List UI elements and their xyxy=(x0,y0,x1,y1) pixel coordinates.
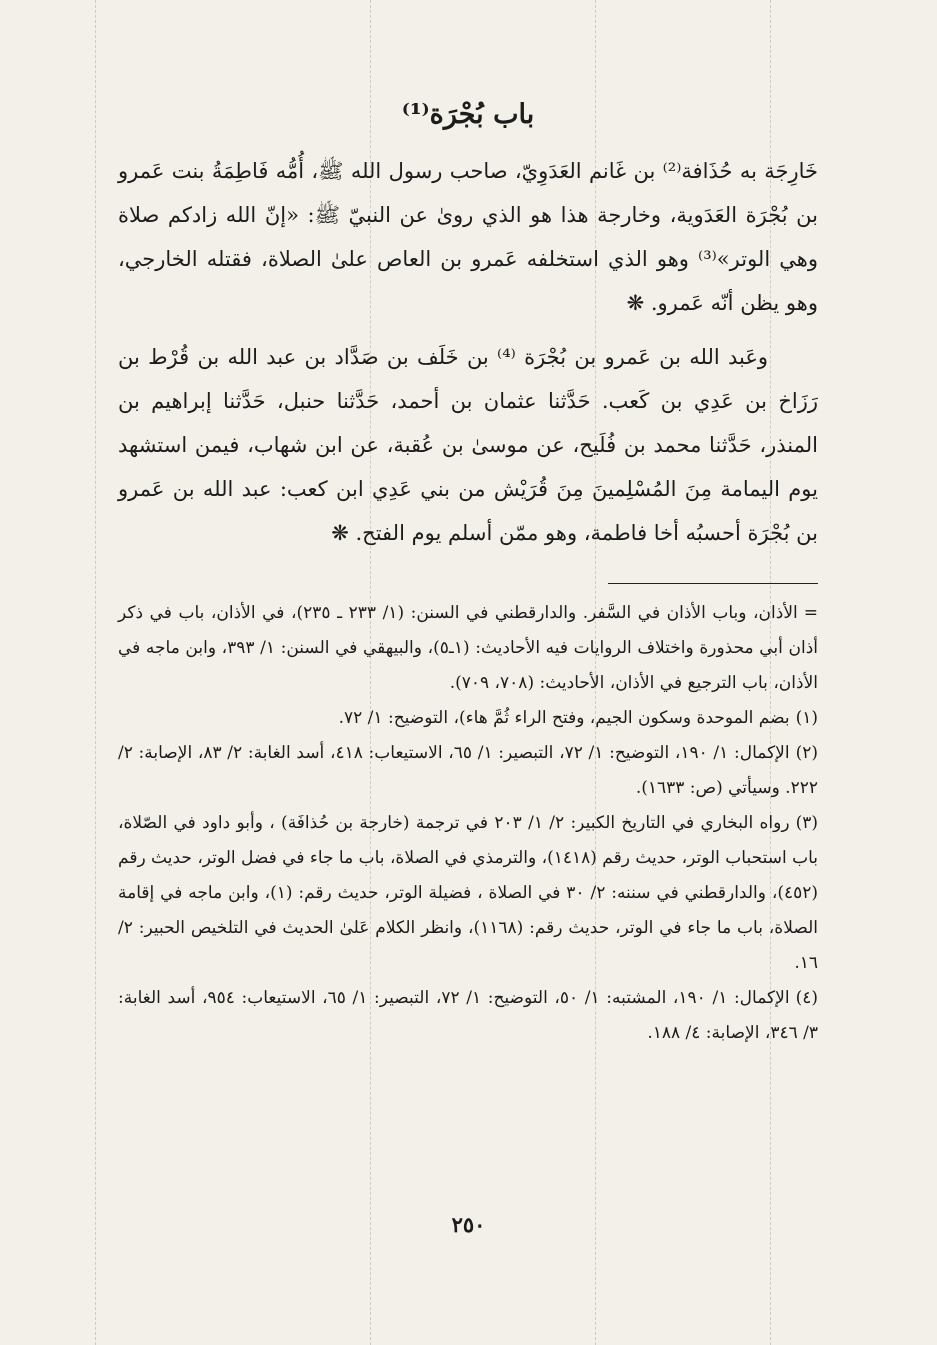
footnote-4 xyxy=(118,981,818,1051)
footnote-text: الإكمال: ١/ ١٩٠، التوضيح: ١/ ٧٢، التبصير: ١/ ٦٥، الاستيعاب: ٤١٨، أسد الغابة: ٢/ ٨٣، الإصابة: ٢/ ٢٢٢. وسيأتي (ص: ١٦٣٣). xyxy=(118,743,818,798)
page-content xyxy=(118,95,818,1051)
footnote-separator xyxy=(608,583,818,584)
footnote-2 xyxy=(118,736,818,806)
footnote-number: = xyxy=(803,603,818,623)
footnote-text: رواه البخاري في التاريخ الكبير: ٢/ ١/ ٢٠٣ في ترجمة (خارجة بن حُذافَة) ، وأبو داود في الصّلاة، باب استحباب الوتر، حديث رقم (١٤١٨)، والترمذي في الصلاة، باب ما جاء في فضل الوتر، حديث رقم (٤٥٢)، والدارقطني في سننه: ٢/ ٣٠ في الصلاة ، فضيلة الوتر، حديث رقم: (١)، وابن ماجه في إقامة الصلاة، باب ما جاء في الوتر، حديث رقم: (١١٦٨)، وانظر الكلام عَلىٰ الحديث في التلخيص الحبير: ٢/ ١٦. xyxy=(118,813,819,973)
footnote-text: الإكمال: ١/ ١٩٠، المشتبه: ١/ ٥٠، التوضيح: ١/ ٧٢، التبصير: ١/ ٦٥، الاستيعاب: ٩٥٤، أسد الغابة: ٣/ ٣٤٦، الإصابة: ٤/ ١٨٨. xyxy=(118,988,818,1043)
chapter-title: باب بُجْرَة⁽¹⁾ xyxy=(401,99,535,130)
body-paragraph-2: وعَبد الله بن عَمرو بن بُجْرَة ⁽⁴⁾ بن خَلَف بن صَدَّاد بن عبد الله بن قُرْط بن رَزَاخ بن عَدِي بن كَعب. حَدَّثنا عثمان بن أحمد، حَدَّثنا حنبل، حَدَّثنا إبراهيم بن المنذر، حَدَّثنا محمد بن فُلَيح، عن موسىٰ بن عُقبة، عن ابن شهاب، فيمن استشهد يوم اليمامة مِنَ المُسْلِمينَ مِنَ قُرَيْش من بني عَدِي ابن كعب: عبد الله بن عَمرو بن بُجْرَة أحسبُه أخا فاطمة، وهو ممّن أسلم يوم الفتح. ❋ xyxy=(118,345,818,545)
footnote-3 xyxy=(118,806,818,981)
page-number: ٢٥٠ xyxy=(451,1212,486,1237)
footnote-continued xyxy=(118,596,818,701)
faint-grid-line xyxy=(95,0,96,1345)
footnote-number: (٢) xyxy=(795,743,819,763)
footnote-1 xyxy=(118,701,818,736)
footnote-number: (٤) xyxy=(795,988,818,1008)
footnote-number: (٣) xyxy=(795,813,818,833)
body-paragraph-1: خَارِجَة به حُذَافة⁽²⁾ بن غَانم العَدَوِيّ، صاحب رسول الله ﷺ، أُمُّه فَاطِمَةُ بنت عَمرو بن بُجْرَة العَدَوية، وخارجة هذا هو الذي روىٰ عن النبيّ ﷺ: «إنّ الله زادكم صلاة وهي الوتر»⁽³⁾ وهو الذي استخلفه عَمرو بن العاص علىٰ الصلاة، فقتله الخارجي، وهو يظن أنّه عَمرو. ❋ xyxy=(118,159,818,315)
footnote-number: (١) xyxy=(795,708,818,728)
footnote-text: الأذان، وباب الأذان في السَّفر. والدارقطني في السنن: (١/ ٢٣٣ ـ ٢٣٥)، في الأذان، باب في ذكر أذان أبي محذورة واختلاف الروايات فيه الأحاديث: (١ـ٥)، والبيهقي في السنن: ١/ ٣٩٣، وابن ماجه في الأذان، باب الترجيع في الأذان، الأحاديث: (٧٠٨، ٧٠٩). xyxy=(118,603,818,693)
footnote-text: بضم الموحدة وسكون الجيم، وفتح الراء ثُمَّ هاء)، التوضيح: ١/ ٧٢. xyxy=(338,708,790,728)
